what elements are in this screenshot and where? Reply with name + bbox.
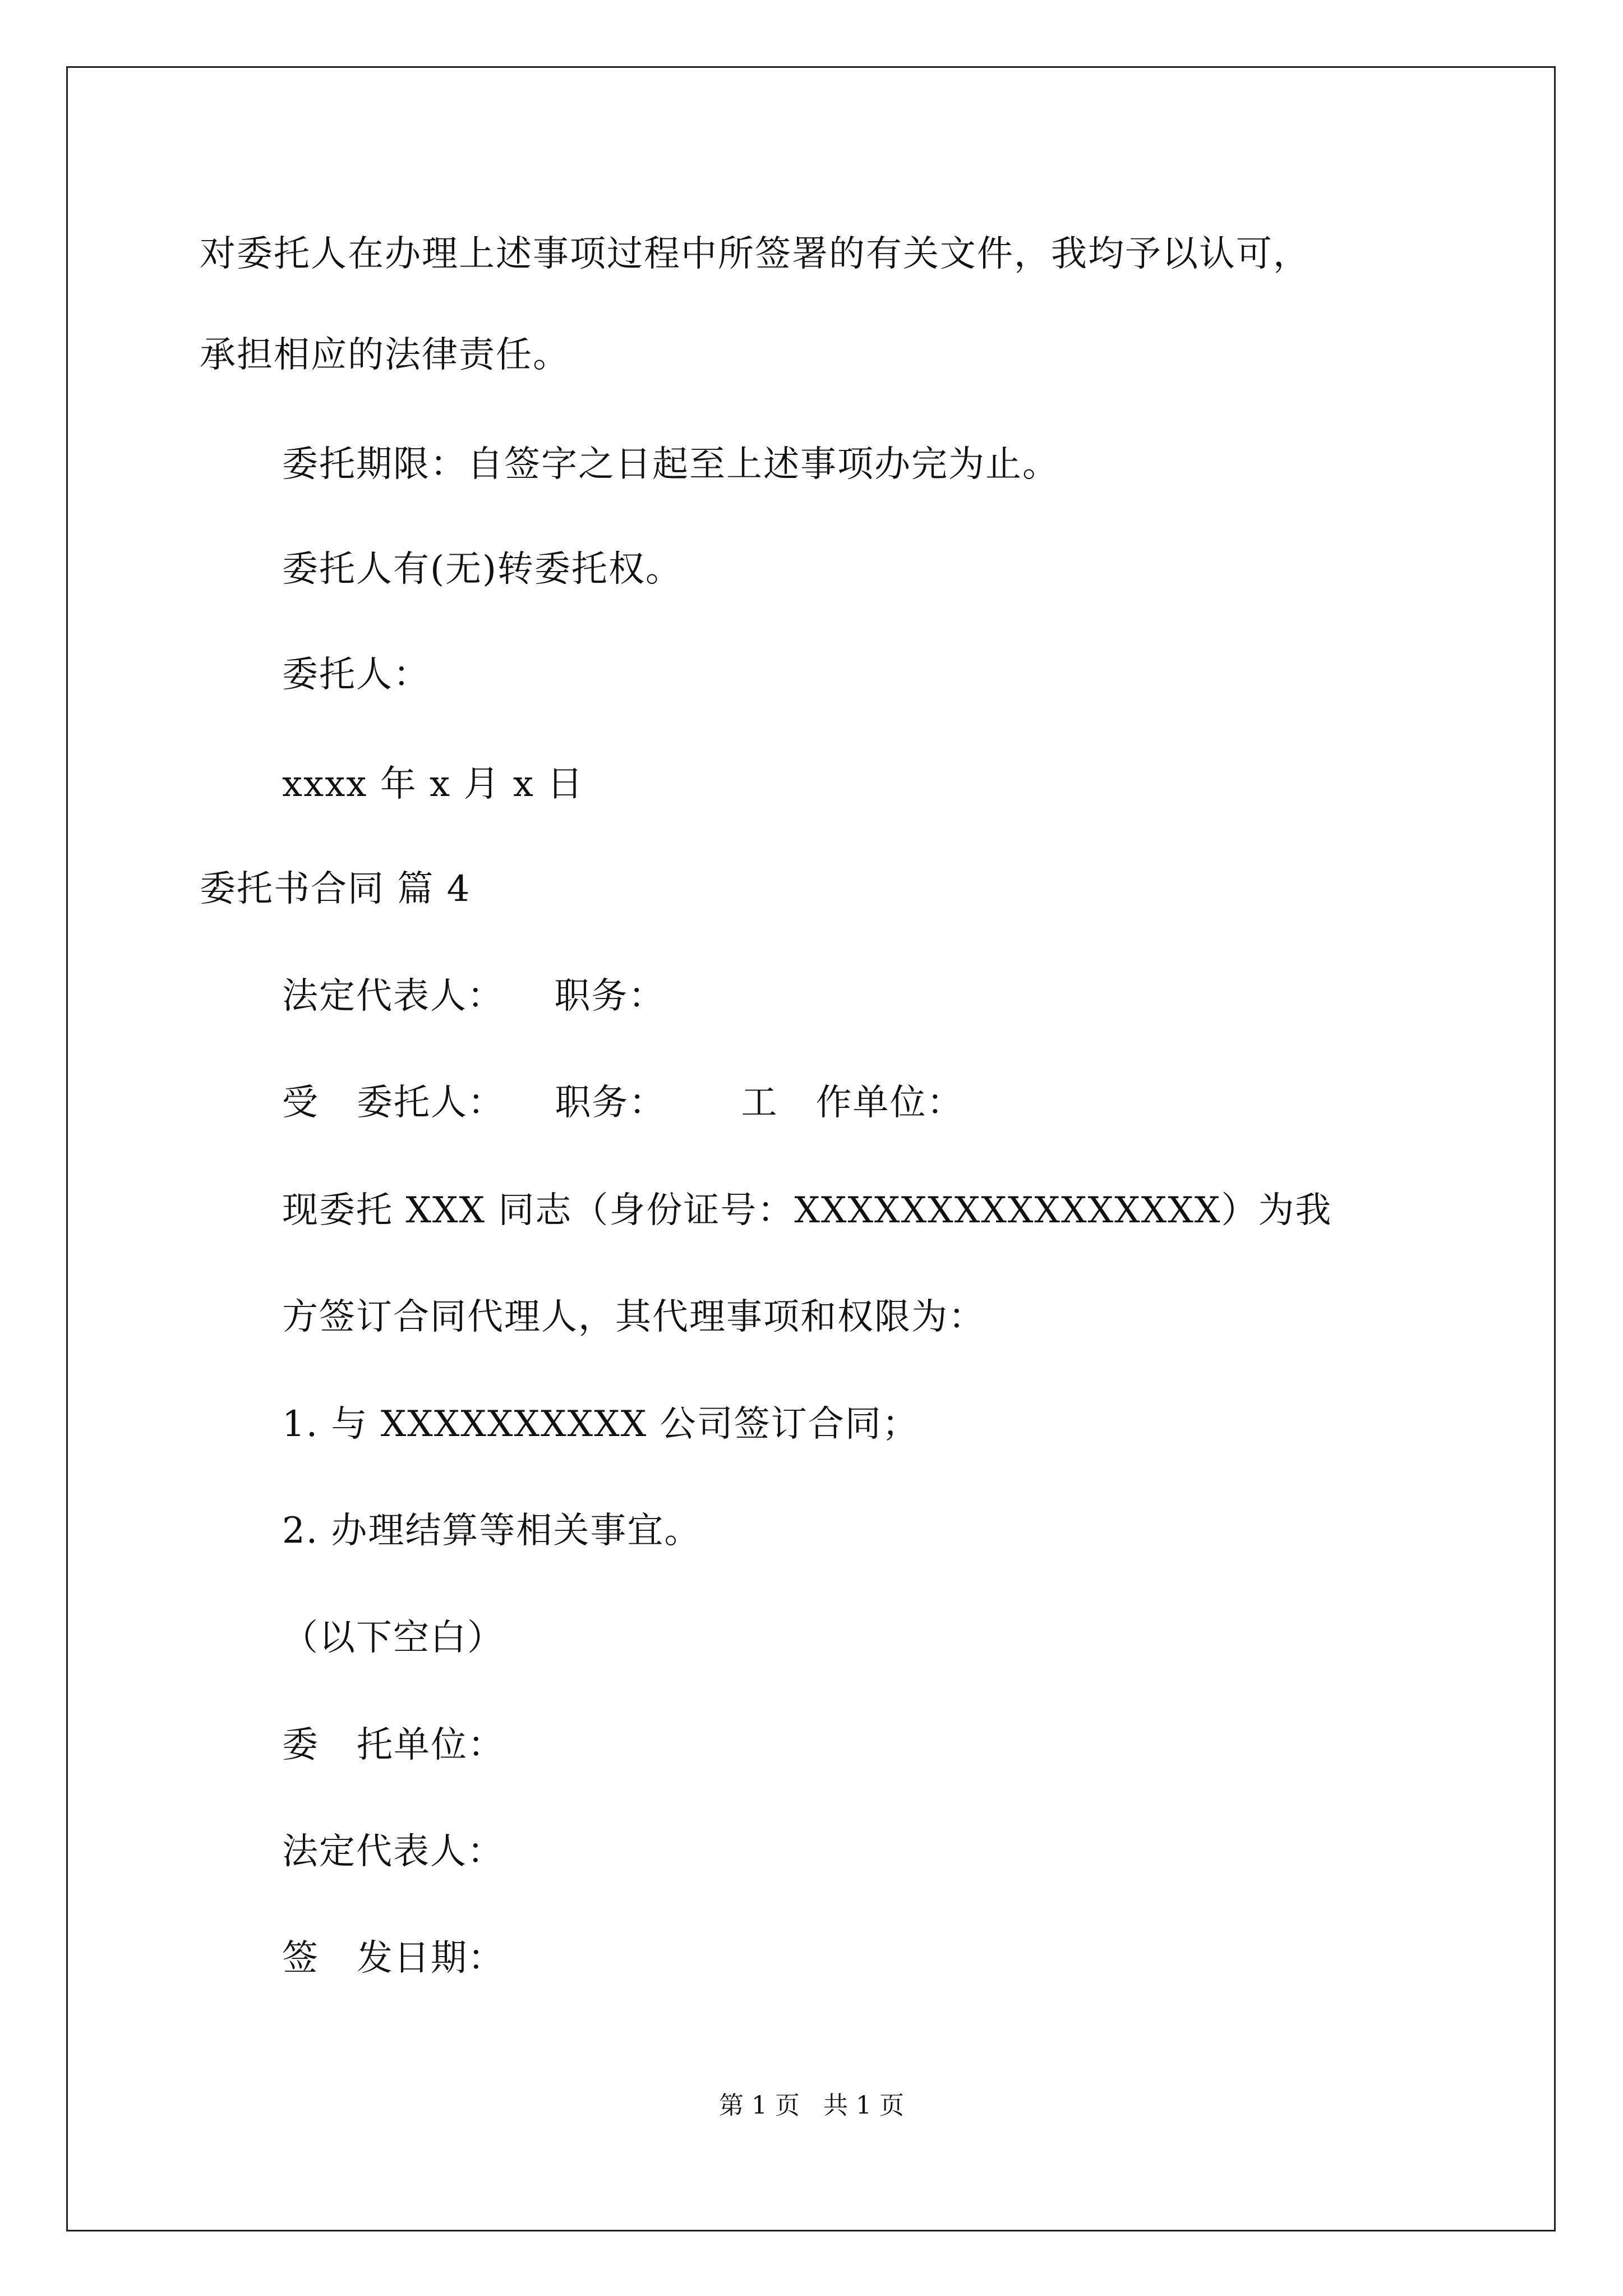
- paragraph-line: 承担相应的法律责任。: [200, 334, 570, 376]
- paragraph-line: 现委托 XXX 同志（身份证号：XXXXXXXXXXXXXXXX）为我: [282, 1190, 1332, 1231]
- paragraph-line: 对委托人在办理上述事项过程中所签署的有关文件，我均予以认可，: [200, 233, 1310, 275]
- paragraph-line: 委 托单位：: [282, 1724, 505, 1766]
- paragraph-line: 法定代表人：: [282, 1831, 504, 1872]
- page-border: [66, 66, 1556, 2231]
- paragraph-line: 方签订合同代理人，其代理事项和权限为：: [282, 1296, 985, 1338]
- paragraph-line: 委托人有(无)转委托权。: [282, 549, 683, 590]
- date-line: xxxx 年 x 月 x 日: [282, 763, 584, 805]
- paragraph-line: 委托期限：自签字之日起至上述事项办完为止。: [282, 444, 1059, 485]
- list-item: 2. 办理结算等相关事宜。: [282, 1510, 702, 1552]
- page-footer: 第 1 页 共 1 页: [719, 2091, 904, 2120]
- paragraph-line: 委托人：: [282, 654, 430, 696]
- paragraph-line: 受 委托人： 职务： 工 作单位：: [282, 1082, 964, 1124]
- paragraph-line: 法定代表人： 职务：: [282, 976, 666, 1017]
- section-heading: 委托书合同 篇 4: [200, 868, 471, 910]
- paragraph-line: （以下空白）: [282, 1617, 504, 1659]
- paragraph-line: 签 发日期：: [282, 1938, 505, 1979]
- list-item: 1. 与 XXXXXXXXXX 公司签订合同；: [282, 1404, 919, 1445]
